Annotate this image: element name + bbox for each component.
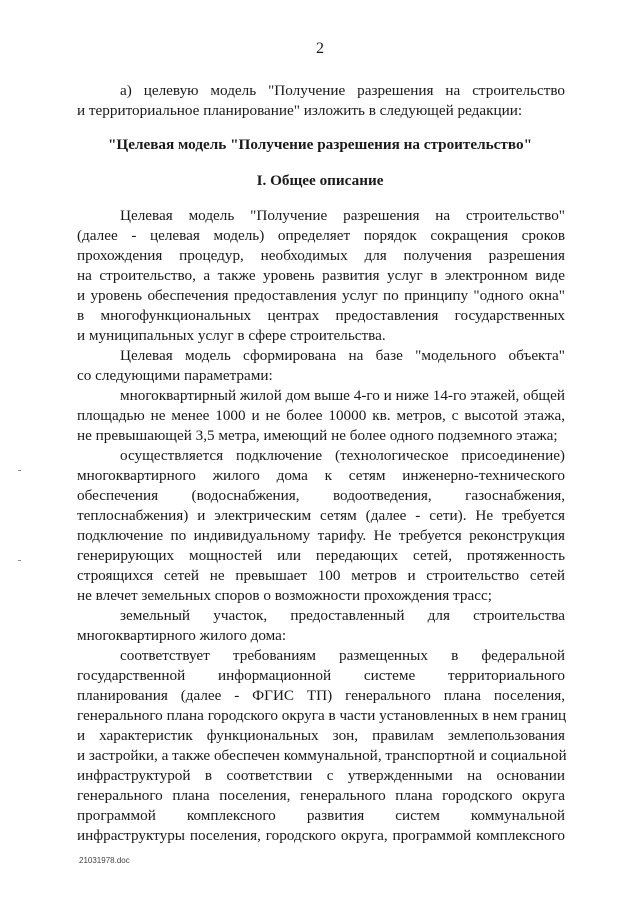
para4-line-1: осуществляется подключение (технологическое присоединение) [120,447,565,464]
para3-line-3: не превышающей 3,5 метра, имеющий не более одного подземного этажа; [77,427,558,444]
para6-line-3: планирования (далее - ФГИС ТП) генерального плана поселения, [77,687,565,704]
para4-line-3: обеспечения (водоснабжения, водоотведения, газоснабжения, [77,487,565,504]
page-number: 2 [316,40,324,57]
para1-line-1: Целевая модель "Получение разрешения на строительство" [120,207,565,224]
para6-line-4: генерального плана городского округа в части установленных в нем границ [77,707,567,724]
para6-line-1: соответствует требованиям размещенных в федеральной [120,647,565,664]
document-title: "Целевая модель "Получение разрешения на строительство" [107,136,533,153]
para4-line-6: генерирующих мощностей или передающих сетей, протяженность [77,547,565,564]
para4-line-2: многоквартирного жилого дома к сетям инженерно-технического [77,467,565,484]
para1-line-6: в многофункциональных центрах предоставления государственных [77,307,565,324]
margin-mark [18,470,21,471]
para1-line-2: (далее - целевая модель) определяет порядок сокращения сроков [77,227,565,244]
para2-line-1: Целевая модель сформирована на базе "модельного объекта" [120,347,565,364]
intro-line-2: и территориальное планирование" изложить в следующей редакции: [77,102,523,119]
para1-line-3: прохождения процедур, необходимых для получения разрешения [77,247,565,264]
margin-mark [18,560,21,561]
para6-line-9: программой комплексного развития систем коммунальной [77,807,565,824]
para1-line-7: и муниципальных услуг в сфере строительства. [77,327,386,344]
para6-line-7: инфраструктурой в соответствии с утвержденными на основании [77,767,565,784]
para4-line-8: не влечет земельных споров о возможности прохождения трасс; [77,587,492,604]
para6-line-10: инфраструктуры поселения, городского округа, программой комплексного [77,827,565,844]
para5-line-1: земельный участок, предоставленный для строительства [120,607,565,624]
para6-line-6: и застройки, а также обеспечен коммунальной, транспортной и социальной [77,747,567,764]
para3-line-1: многоквартирный жилой дом выше 4-го и ниже 14-го этажей, общей [120,387,565,404]
section-heading: I. Общее описание [256,172,384,189]
para4-line-5: подключение по индивидуальному тарифу. Не требуется реконструкция [77,527,565,544]
para6-line-5: и характеристик функциональных зон, правилам землепользования [77,727,565,744]
para5-line-2: многоквартирного жилого дома: [77,627,287,644]
file-footer: 21031978.doc [79,856,130,865]
para1-line-5: и уровень обеспечения предоставления услуг по принципу "одного окна" [77,287,565,304]
para4-line-4: теплоснабжения) и электрическим сетям (далее - сети). Не требуется [77,507,565,524]
para6-line-8: генерального плана поселения, генерального плана городского округа [77,787,565,804]
para6-line-2: государственной информационной системе территориального [77,667,565,684]
para4-line-7: строящихся сетей не превышает 100 метров и строительство сетей [77,567,565,584]
para2-line-2: со следующими параметрами: [77,367,273,384]
para1-line-4: на строительство, а также уровень развития услуг в электронном виде [77,267,565,284]
intro-line-1: а) целевую модель "Получение разрешения на строительство [120,82,565,99]
para3-line-2: площадью не менее 1000 и не более 10000 кв. метров, с высотой этажа, [77,407,565,424]
